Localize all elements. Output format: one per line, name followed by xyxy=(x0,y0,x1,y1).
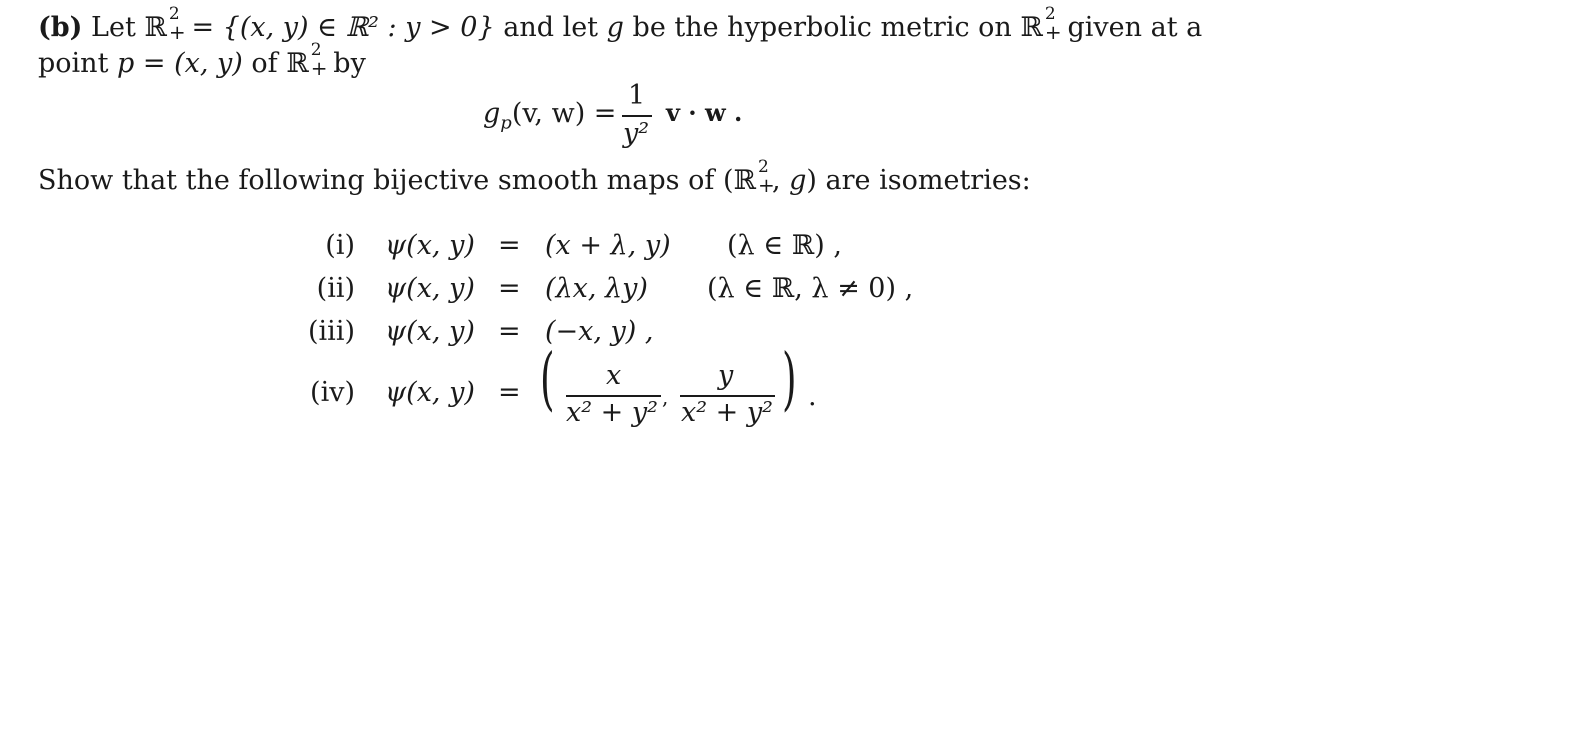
problem-line-1: (b) Let ℝ 2 + = {(x, y) ∈ ℝ² : y > 0} and let g be the hyperbolic metric on ℝ 2 + given at a xyxy=(38,4,1203,44)
map-eq: = xyxy=(498,273,521,304)
set-symbol-3: ℝ 2 + xyxy=(286,40,328,80)
fraction-1-numerator: x xyxy=(606,360,622,391)
map-row-3 xyxy=(255,316,355,347)
metric-fraction-bar xyxy=(622,115,652,117)
point-definition: p = (x, y) xyxy=(117,48,243,79)
map-lhs: ψ(x, y) xyxy=(385,230,475,261)
metric-numerator: 1 xyxy=(628,80,646,111)
map-lhs: ψ(x, y) xyxy=(385,316,475,347)
map-condition: (λ ∈ ℝ) , xyxy=(727,230,842,261)
metric-args: (v, w) = xyxy=(511,98,617,129)
problem-line-2 xyxy=(38,40,366,80)
manifold-pair: (ℝ 2 + , g) xyxy=(722,157,817,197)
metric-symbol: g xyxy=(606,12,624,43)
map-eq: = xyxy=(498,316,521,347)
map-eq: = xyxy=(498,230,521,261)
text-let: Let xyxy=(91,12,136,43)
fraction-separator: , xyxy=(662,385,669,409)
map-rhs: (x + λ, y) xyxy=(545,230,671,261)
map-label: (i) xyxy=(325,230,355,261)
right-paren: ) xyxy=(781,340,797,419)
instruction-line xyxy=(38,157,1031,197)
text-point: point xyxy=(38,48,109,79)
instruction-text: Show that the following bijective smooth maps of xyxy=(38,165,715,196)
left-paren: ( xyxy=(539,340,555,419)
end-period: . xyxy=(808,381,817,412)
instruction-text-2: are isometries: xyxy=(825,165,1031,196)
fraction-2-denominator: x² + y² xyxy=(681,397,773,428)
text-of: of xyxy=(251,48,278,79)
map-row-1 xyxy=(255,230,355,261)
set-symbol-2: ℝ 2 + xyxy=(1020,4,1062,44)
text-and-let: and let xyxy=(503,12,599,43)
map-lhs: ψ(x, y) xyxy=(385,377,475,408)
part-label: (b) xyxy=(38,12,83,43)
map-row-4 xyxy=(255,377,355,408)
map-rhs: (λx, λy) xyxy=(545,273,648,304)
map-label: (iii) xyxy=(308,316,355,347)
text-by: by xyxy=(333,48,366,79)
map-lhs: ψ(x, y) xyxy=(385,273,475,304)
map-label: (ii) xyxy=(316,273,355,304)
map-eq: = xyxy=(498,377,521,408)
set-definition: {(x, y) ∈ ℝ² : y > 0} xyxy=(222,12,495,43)
map-rhs: (−x, y) , xyxy=(545,316,654,347)
map-row-2 xyxy=(255,273,355,304)
metric-denominator: y² xyxy=(623,118,650,149)
map-condition: (λ ∈ ℝ, λ ≠ 0) , xyxy=(707,273,914,304)
metric-lhs: $g_p(v$, w) = xyxy=(483,98,617,134)
metric-rhs: v · w . xyxy=(666,98,743,127)
text-hyperbolic-metric: be the hyperbolic metric on xyxy=(632,12,1012,43)
text-given-at-a: given at a xyxy=(1067,12,1203,43)
map-label: (iv) xyxy=(310,377,355,408)
set-symbol: ℝ 2 + xyxy=(144,4,186,44)
fraction-1-denominator: x² + y² xyxy=(566,397,658,428)
fraction-2-numerator: y xyxy=(718,360,734,391)
